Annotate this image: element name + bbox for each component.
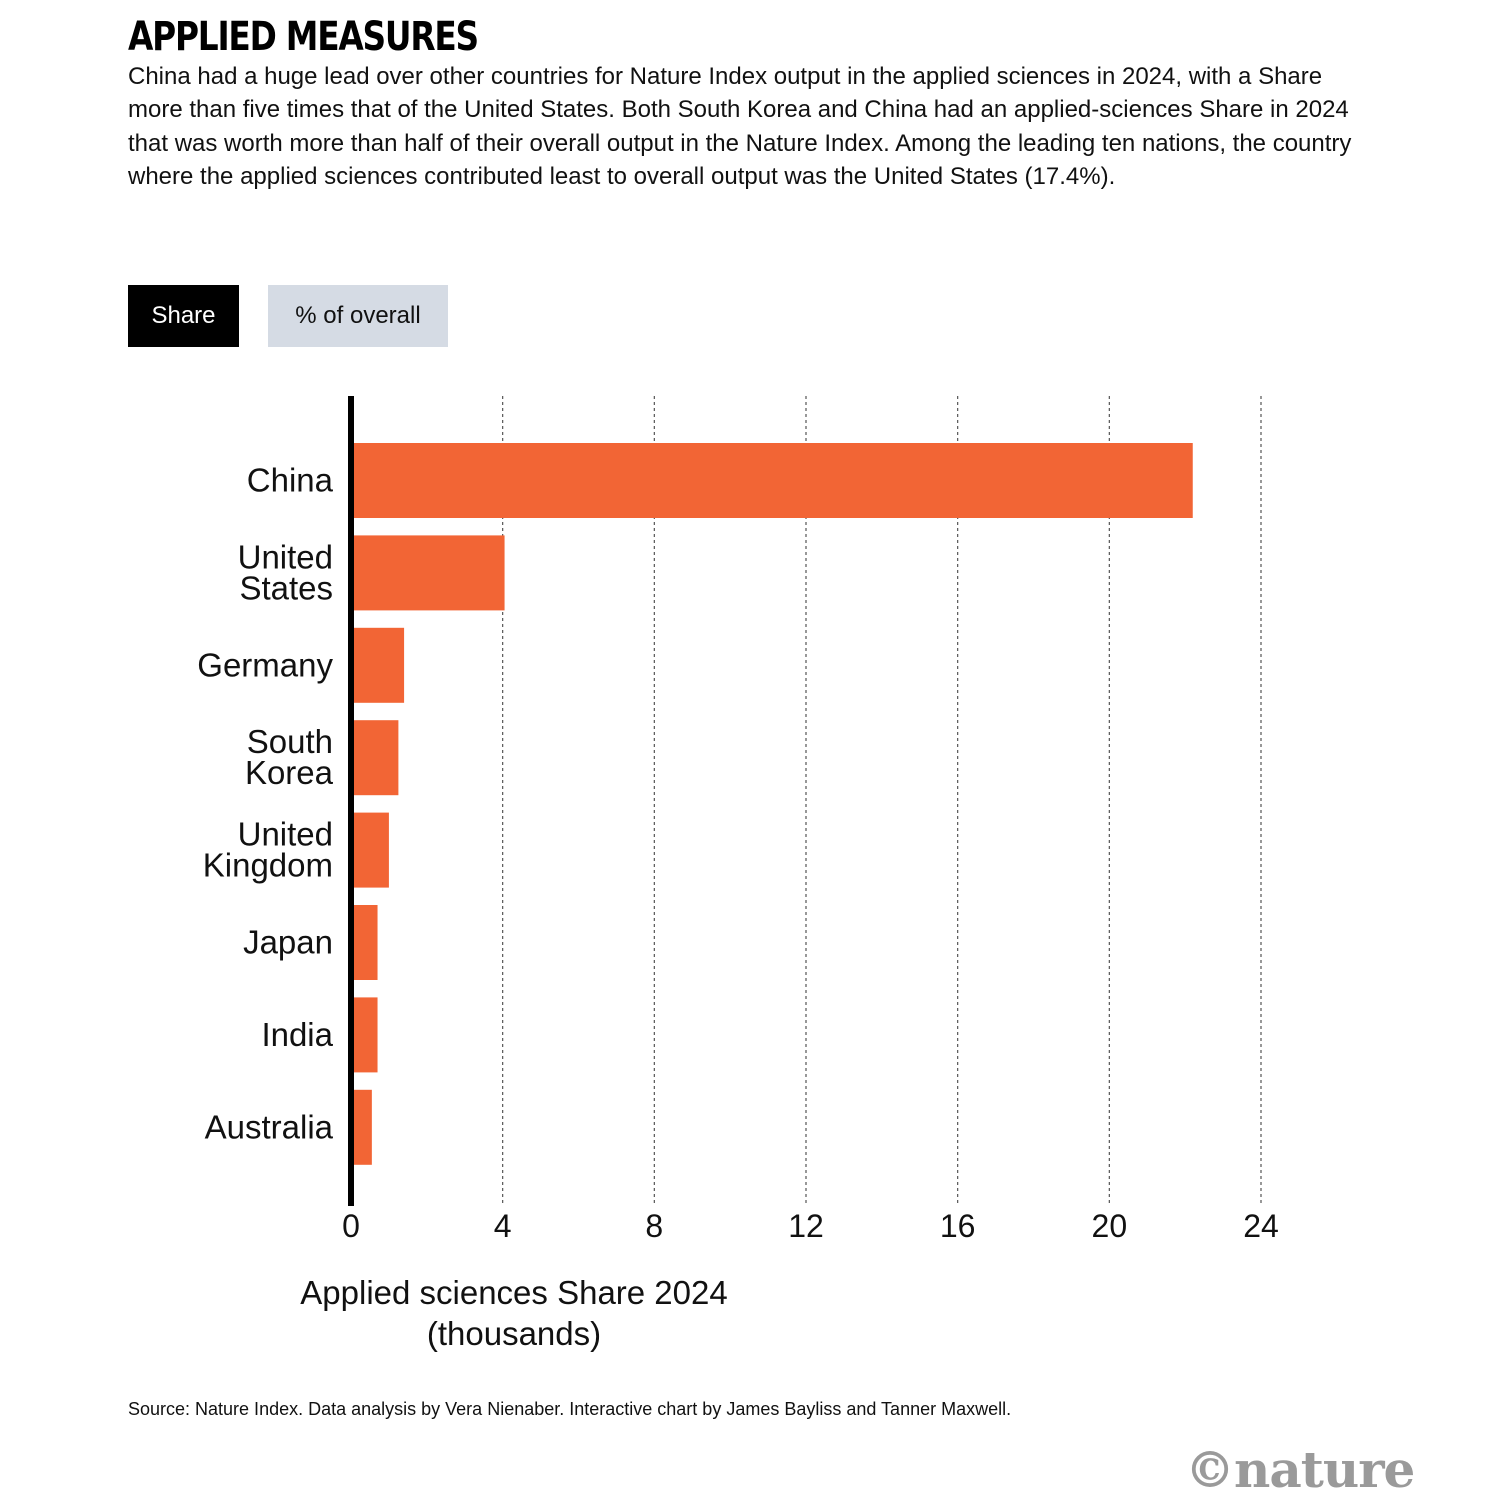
x-tick-label: 16 — [939, 1208, 976, 1244]
category-label: United — [237, 815, 333, 853]
x-tick-label: 4 — [493, 1208, 512, 1244]
share-toggle-button[interactable] — [128, 285, 239, 347]
bar — [351, 813, 389, 888]
category-label: China — [246, 461, 333, 499]
category-label: Korea — [244, 754, 333, 792]
category-label: South — [246, 723, 333, 761]
share-toggle-label: Share — [151, 302, 216, 329]
x-tick-label: 0 — [342, 1208, 360, 1244]
bar-chart — [0, 380, 1500, 1380]
bar — [351, 443, 1193, 518]
bar — [351, 720, 398, 795]
category-label: India — [261, 1015, 333, 1053]
category-label: Germany — [197, 646, 333, 684]
chart-title: APPLIED MEASURES — [128, 14, 478, 60]
bar — [351, 997, 378, 1072]
x-axis-label: Applied sciences Share 2024 — [300, 1274, 728, 1311]
category-label: States — [239, 569, 333, 607]
category-label: Japan — [243, 923, 333, 961]
x-tick-label: 8 — [645, 1208, 664, 1244]
category-label: United — [237, 538, 333, 576]
x-tick-label: 24 — [1243, 1208, 1279, 1244]
category-label: Kingdom — [202, 846, 333, 884]
nature-logo: ©nature — [1185, 1440, 1415, 1499]
bar — [351, 1090, 372, 1165]
category-label: Australia — [204, 1108, 333, 1146]
x-tick-label: 12 — [788, 1208, 824, 1244]
bar — [351, 905, 378, 980]
percent-toggle-label: % of overall — [295, 302, 421, 329]
x-axis-label: (thousands) — [426, 1315, 602, 1352]
percent-of-overall-toggle-button[interactable] — [268, 285, 448, 347]
x-tick-label: 20 — [1091, 1208, 1128, 1244]
bar — [351, 535, 505, 610]
bar — [351, 628, 404, 703]
source-note: Source: Nature Index. Data analysis by Vera Nienaber. Interactive chart by James Bayliss and Tanner Maxwell. — [128, 1399, 1012, 1419]
chart-subtitle: China had a huge lead over other countries for Nature Index output in the applied sciences in 2024, with a Share more than five times that of the United States. Both South Korea and China had an applied-sciences Share in 2024 that was worth more than half of their overall output in the Nature Index. Among the leading ten nations, the country where the applied sciences contributed least to overall output was the United States (17.4%). — [128, 63, 1352, 190]
